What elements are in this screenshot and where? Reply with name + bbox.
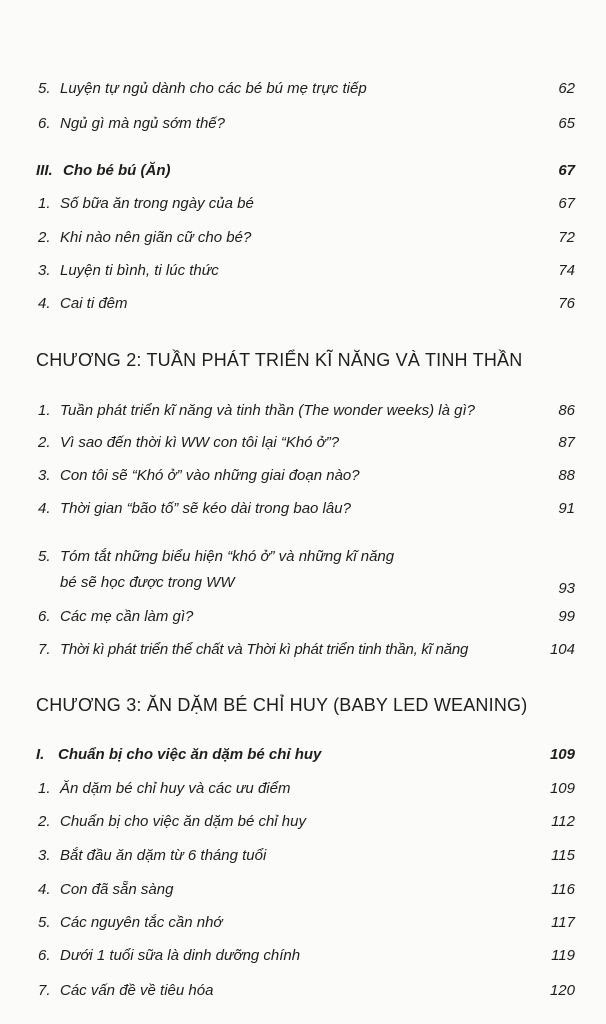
entry-page: 119 [551, 947, 575, 964]
entry-number: 5. [38, 548, 51, 565]
toc-entry [0, 494, 606, 524]
entry-page: 117 [551, 914, 575, 931]
entry-number: 5. [38, 914, 51, 931]
entry-page: 74 [558, 262, 575, 279]
toc-entry [0, 189, 606, 219]
toc-entry [0, 396, 606, 426]
entry-page: 86 [558, 402, 575, 419]
entry-title: Vì sao đến thời kì WW con tôi lại “Khó ở”? [60, 434, 340, 451]
section-page: 67 [558, 162, 575, 179]
toc-entry [0, 875, 606, 905]
chapter-heading: CHƯƠNG 2: TUẦN PHÁT TRIỂN KĨ NĂNG VÀ TINH THẦN [36, 350, 523, 370]
entry-page: 87 [558, 434, 575, 451]
toc-entry [0, 807, 606, 837]
entry-title: Ăn dặm bé chỉ huy và các ưu điểm [60, 780, 291, 797]
toc-section-heading [0, 740, 606, 770]
entry-page: 109 [549, 780, 575, 797]
entry-page: 76 [558, 295, 575, 312]
entry-page: 116 [551, 881, 575, 898]
toc-entry-continued [0, 568, 606, 598]
entry-title: Các nguyên tắc cần nhớ [60, 914, 223, 931]
entry-title: Các mẹ cần làm gì? [60, 608, 194, 625]
toc-entry [0, 841, 606, 871]
entry-page: 115 [551, 847, 575, 864]
section-number: I. [36, 746, 45, 763]
entry-page: 91 [558, 500, 575, 517]
toc-entry [0, 976, 606, 1006]
entry-number: 6. [38, 115, 51, 132]
toc-entry [0, 109, 606, 139]
entry-number: 2. [38, 229, 51, 246]
section-page: 109 [549, 746, 575, 763]
entry-number: 1. [38, 780, 51, 797]
entry-page: 67 [558, 195, 575, 212]
toc-entry [0, 635, 606, 665]
toc-entry [0, 908, 606, 938]
entry-title: Khi nào nên giãn cữ cho bé? [60, 229, 252, 246]
entry-title: Các vấn đề về tiêu hóa [60, 982, 214, 999]
entry-page: 62 [558, 80, 575, 97]
entry-title: Thời kì phát triển thể chất và Thời kì phát triển tinh thần, kĩ năng [60, 641, 469, 658]
entry-page: 99 [558, 608, 575, 625]
entry-title: Dưới 1 tuổi sữa là dinh dưỡng chính [60, 947, 301, 964]
entry-number: 1. [38, 195, 51, 212]
toc-section-heading [0, 156, 606, 186]
toc-entry [0, 774, 606, 804]
entry-number: 7. [38, 641, 51, 658]
entry-title: Luyện ti bình, ti lúc thức [60, 262, 219, 279]
entry-number: 6. [38, 608, 51, 625]
entry-number: 3. [38, 847, 51, 864]
entry-number: 1. [38, 402, 51, 419]
entry-number: 2. [38, 434, 51, 451]
toc-entry [0, 941, 606, 971]
entry-number: 4. [38, 500, 51, 517]
entry-title-line1: Tóm tắt những biểu hiện “khó ở” và những kĩ năng [60, 548, 395, 565]
entry-title: Thời gian “bão tố” sẽ kéo dài trong bao lâu? [60, 500, 351, 517]
toc-entry [0, 289, 606, 319]
entry-page: 72 [558, 229, 575, 246]
toc-entry [0, 223, 606, 253]
entry-title: Con tôi sẽ “Khó ở” vào những giai đoạn nào? [60, 467, 360, 484]
entry-title: Ngủ gì mà ngủ sớm thế? [60, 115, 225, 132]
entry-page: 93 [558, 580, 575, 597]
entry-title: Con đã sẵn sàng [60, 881, 174, 898]
entry-number: 4. [38, 881, 51, 898]
entry-page: 112 [551, 813, 575, 830]
chapter-heading: CHƯƠNG 3: ĂN DẶM BÉ CHỈ HUY (BABY LED WEANING) [36, 695, 528, 715]
toc-entry [0, 602, 606, 632]
entry-title: Cai ti đêm [60, 295, 128, 312]
entry-number: 4. [38, 295, 51, 312]
entry-number: 6. [38, 947, 51, 964]
entry-page: 88 [558, 467, 575, 484]
toc-entry [0, 74, 606, 104]
entry-page: 104 [549, 641, 575, 658]
entry-number: 7. [38, 982, 51, 999]
entry-title: Luyện tự ngủ dành cho các bé bú mẹ trực tiếp [60, 80, 367, 97]
entry-title: Chuẩn bị cho việc ăn dặm bé chỉ huy [60, 813, 306, 830]
toc-entry [0, 256, 606, 286]
section-title: Cho bé bú (Ăn) [63, 162, 171, 179]
section-title: Chuẩn bị cho việc ăn dặm bé chỉ huy [58, 746, 322, 763]
entry-number: 2. [38, 813, 51, 830]
toc-entry [0, 428, 606, 458]
entry-title: Bắt đầu ăn dặm từ 6 tháng tuổi [60, 847, 267, 864]
entry-title: Số bữa ăn trong ngày của bé [60, 195, 254, 212]
entry-title: Tuần phát triển kĩ năng và tinh thần (The wonder weeks) là gì? [60, 402, 475, 419]
entry-number: 3. [38, 262, 51, 279]
toc-entry [0, 461, 606, 491]
entry-page: 65 [558, 115, 575, 132]
entry-title-line2: bé sẽ học được trong WW [60, 574, 235, 591]
entry-page: 120 [549, 982, 575, 999]
section-number: III. [36, 162, 53, 179]
entry-number: 5. [38, 80, 51, 97]
entry-number: 3. [38, 467, 51, 484]
